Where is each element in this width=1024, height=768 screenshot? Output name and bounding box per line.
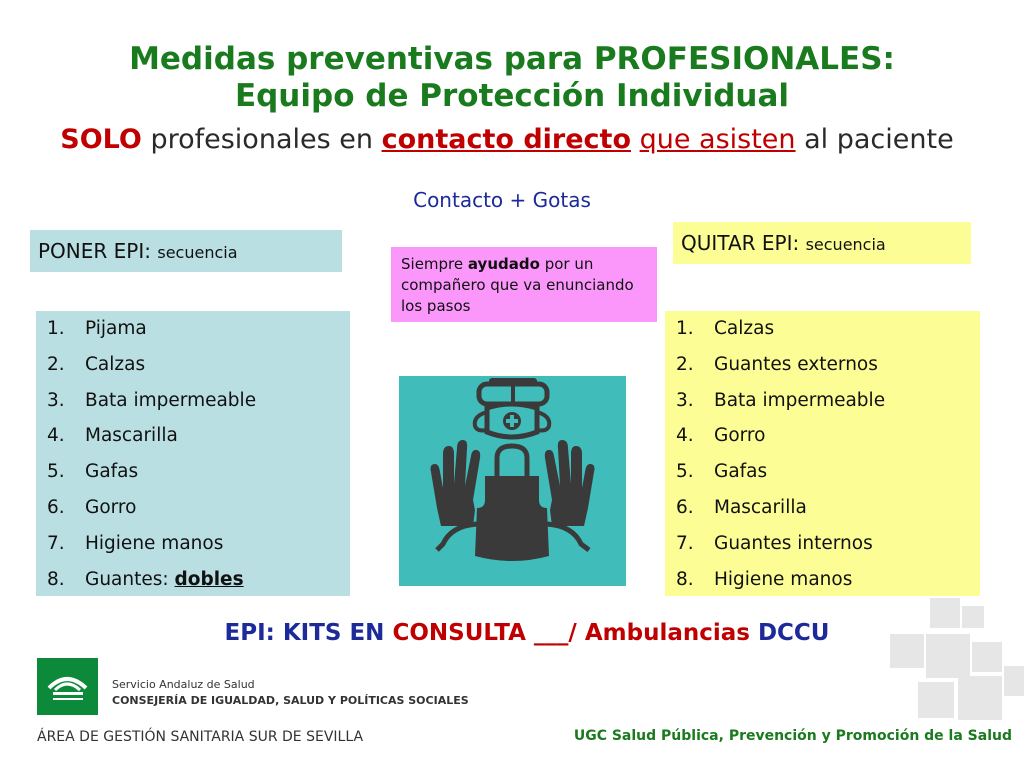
quitar-epi-secuencia: secuencia: [805, 235, 886, 254]
list-item-text: Guantes:: [85, 568, 175, 590]
glove-icon: [431, 440, 481, 526]
kits-part-3: DCCU: [749, 620, 830, 646]
decorative-square: [918, 682, 954, 718]
list-item-text: Gafas: [85, 461, 139, 483]
list-item-text: Bata impermeable: [714, 389, 886, 411]
decorative-square: [890, 634, 924, 668]
list-item: [36, 418, 350, 454]
ayudado-post: por un compañero que va enunciando los pasos: [401, 255, 634, 315]
decorative-square: [972, 642, 1002, 672]
kits-part-2: CONSULTA ___/ Ambulancias: [392, 620, 750, 646]
subtitle-text-1: profesionales en: [141, 124, 382, 155]
list-item-text: Higiene manos: [714, 568, 853, 590]
list-item: [36, 454, 350, 490]
list-item-text: Guantes internos: [714, 532, 873, 554]
list-item-number: 2.: [676, 353, 694, 375]
list-item: [665, 418, 980, 454]
poner-epi-title: PONER EPI:: [38, 239, 158, 263]
list-item-text: Mascarilla: [714, 496, 807, 518]
list-item-text: Higiene manos: [85, 532, 224, 554]
ppe-worker-icon: [399, 376, 626, 586]
list-item: [665, 562, 980, 598]
list-item-text: Pijama: [85, 318, 147, 339]
list-item: [665, 347, 980, 383]
junta-andalucia-logo: [37, 658, 98, 715]
list-item: [36, 347, 350, 383]
poner-epi-label: [30, 230, 342, 272]
quitar-epi-title: QUITAR EPI:: [681, 231, 806, 255]
list-item: [665, 383, 980, 419]
list-item-number: 8.: [47, 568, 65, 590]
list-item-number: 6.: [47, 496, 65, 518]
list-item: [36, 311, 350, 347]
junta-andalucia-emblem: [37, 658, 98, 715]
ayudado-pre: Siempre: [401, 255, 468, 273]
list-item-number: 1.: [676, 318, 694, 339]
subtitle-space: [631, 124, 640, 155]
list-item: [36, 526, 350, 562]
quitar-epi-label: [673, 222, 971, 264]
decorative-square: [962, 606, 984, 628]
list-item-number: 8.: [676, 568, 694, 590]
area-gestion-label: ÁREA DE GESTIÓN SANITARIA SUR DE SEVILLA: [37, 729, 364, 745]
list-item-text: Gorro: [85, 496, 137, 518]
list-item-text: Gafas: [714, 461, 768, 483]
list-item-text: Bata impermeable: [85, 389, 257, 411]
poner-epi-list: [36, 311, 350, 596]
subtitle-solo: SOLO: [60, 124, 142, 155]
list-item-dobles: dobles: [174, 568, 244, 590]
list-item-number: 7.: [676, 532, 694, 554]
list-item: [665, 454, 980, 490]
kits-part-1: EPI: KITS EN: [224, 620, 393, 646]
list-item-text: Gorro: [714, 425, 766, 447]
list-item: [665, 311, 980, 347]
subtitle-text-2: al paciente: [795, 124, 954, 155]
list-item: [36, 562, 350, 598]
ayudado-bold: ayudado: [467, 255, 540, 273]
poner-epi-secuencia: secuencia: [157, 243, 238, 262]
decorative-square: [1004, 666, 1024, 696]
contacto-gotas-label: Contacto + Gotas: [413, 188, 591, 212]
list-item-number: 1.: [47, 318, 65, 339]
kits-consulta-line: [0, 620, 1024, 646]
servicio-andaluz-label: Servicio Andaluz de Salud: [112, 678, 255, 691]
consejeria-label: CONSEJERÍA DE IGUALDAD, SALUD Y POLÍTICAS SOCIALES: [112, 694, 469, 707]
list-item-text: Calzas: [85, 353, 146, 375]
list-item-text: Guantes externos: [714, 353, 878, 375]
list-item-number: 4.: [47, 425, 65, 447]
glove-icon: [545, 440, 595, 526]
goggles-icon: [479, 378, 547, 404]
slide-title-line-2: Equipo de Protección Individual: [234, 78, 790, 114]
list-item: [665, 490, 980, 526]
subtitle-contacto-directo: contacto directo: [381, 124, 631, 155]
list-item: [36, 490, 350, 526]
list-item-text: Calzas: [714, 318, 775, 339]
list-item-number: 3.: [47, 389, 65, 411]
subtitle: [0, 124, 1014, 155]
subtitle-que-asisten: que asisten: [639, 124, 796, 155]
decorative-square: [926, 634, 970, 678]
list-item-number: 3.: [676, 389, 694, 411]
list-item: [665, 526, 980, 562]
mask-icon: [475, 404, 550, 437]
ppe-illustration: [399, 376, 626, 586]
list-item-text: Mascarilla: [85, 425, 178, 447]
list-item-number: 7.: [47, 532, 65, 554]
list-item-number: 6.: [676, 496, 694, 518]
slide-title-line-1: Medidas preventivas para PROFESIONALES:: [129, 41, 895, 77]
list-item-number: 2.: [47, 353, 65, 375]
decorative-square: [930, 598, 960, 628]
ayudado-note: [391, 247, 657, 322]
list-item: [36, 383, 350, 419]
list-item-number: 5.: [676, 461, 694, 483]
list-item-number: 4.: [676, 425, 694, 447]
list-item-number: 5.: [47, 461, 65, 483]
footer-ugc: UGC Salud Pública, Prevención y Promoción de la Salud: [573, 728, 1012, 744]
quitar-epi-list: [665, 311, 980, 596]
decorative-square: [958, 676, 1002, 720]
